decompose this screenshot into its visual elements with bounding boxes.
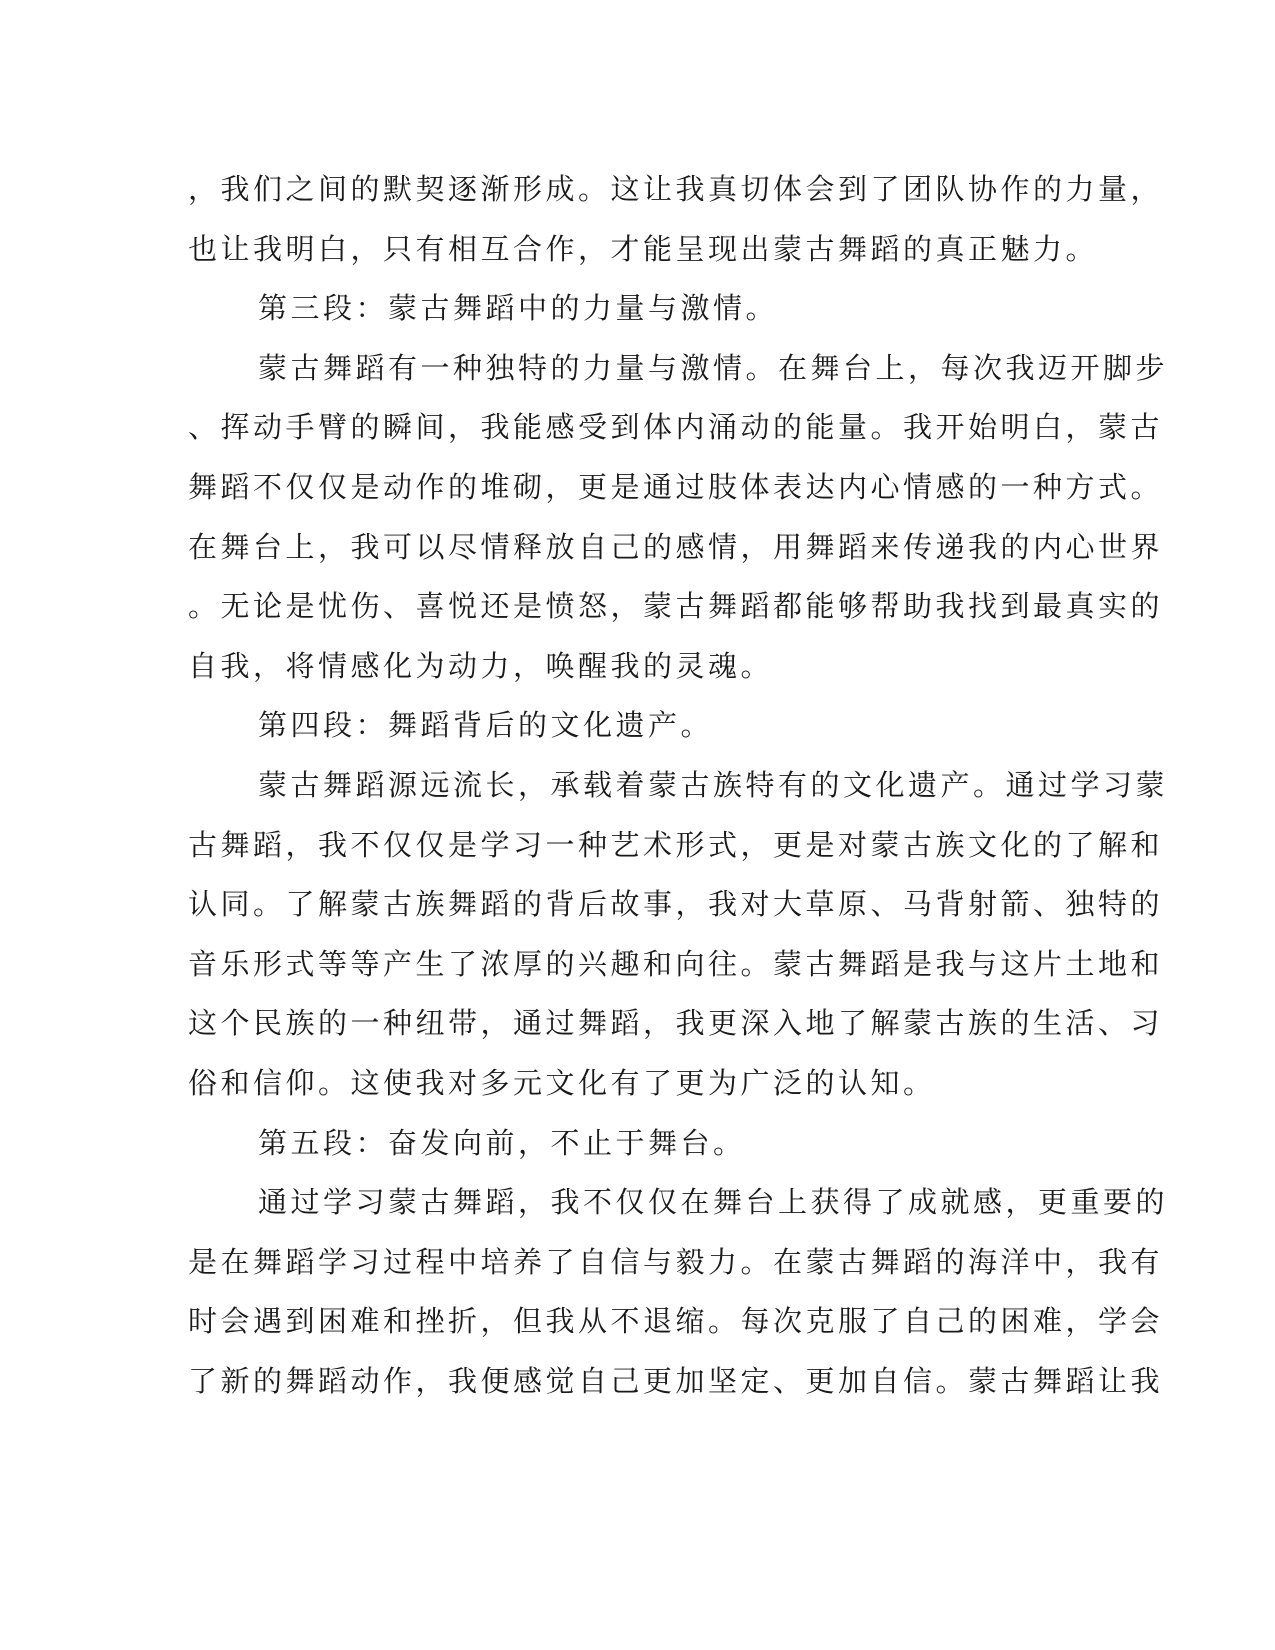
section-heading-4: 第四段：舞蹈背后的文化遗产。 [258, 708, 714, 743]
text-line: 。无论是忧伤、喜悦还是愤怒，蒙古舞蹈都能够帮助我找到最真实的 [188, 589, 1164, 624]
text-line: 音乐形式等等产生了浓厚的兴趣和向往。蒙古舞蹈是我与这片土地和 [188, 946, 1164, 981]
text-line: 这个民族的一种纽带，通过舞蹈，我更深入地了解蒙古族的生活、习 [188, 1006, 1164, 1041]
text-line: 也让我明白，只有相互合作，才能呈现出蒙古舞蹈的真正魅力。 [188, 231, 1099, 266]
text-line: 古舞蹈，我不仅仅是学习一种艺术形式，更是对蒙古族文化的了解和 [188, 827, 1164, 862]
body-text [188, 160, 1169, 1411]
text-line: ，我们之间的默契逐渐形成。这让我真切体会到了团队协作的力量， [188, 172, 1164, 206]
text-line: 时会遇到困难和挫折，但我从不退缩。每次克服了自己的困难，学会 [188, 1304, 1164, 1339]
text-line: 通过学习蒙古舞蹈，我不仅仅在舞台上获得了成就感，更重要的 [258, 1185, 1169, 1220]
text-line: 在舞台上，我可以尽情释放自己的感情，用舞蹈来传递我的内心世界 [188, 529, 1164, 564]
text-line: 、挥动手臂的瞬间，我能感受到体内涌动的能量。我开始明白，蒙古 [188, 410, 1164, 445]
text-line: 蒙古舞蹈有一种独特的力量与激情。在舞台上，每次我迈开脚步 [258, 350, 1169, 385]
text-line: 舞蹈不仅仅是动作的堆砌，更是通过肢体表达内心情感的一种方式。 [188, 469, 1164, 504]
text-line: 俗和信仰。这使我对多元文化有了更为广泛的认知。 [188, 1065, 936, 1100]
text-line: 自我，将情感化为动力，唤醒我的灵魂。 [188, 648, 774, 683]
section-heading-5: 第五段：奋发向前，不止于舞台。 [258, 1125, 746, 1160]
section-heading-3: 第三段：蒙古舞蹈中的力量与激情。 [258, 291, 779, 326]
text-line: 蒙古舞蹈源远流长，承载着蒙古族特有的文化遗产。通过学习蒙 [258, 767, 1169, 802]
text-line: 认同。了解蒙古族舞蹈的背后故事，我对大草原、马背射箭、独特的 [188, 887, 1164, 922]
text-line: 了新的舞蹈动作，我便感觉自己更加坚定、更加自信。蒙古舞蹈让我 [188, 1363, 1164, 1398]
text-line: 是在舞蹈学习过程中培养了自信与毅力。在蒙古舞蹈的海洋中，我有 [188, 1244, 1164, 1279]
